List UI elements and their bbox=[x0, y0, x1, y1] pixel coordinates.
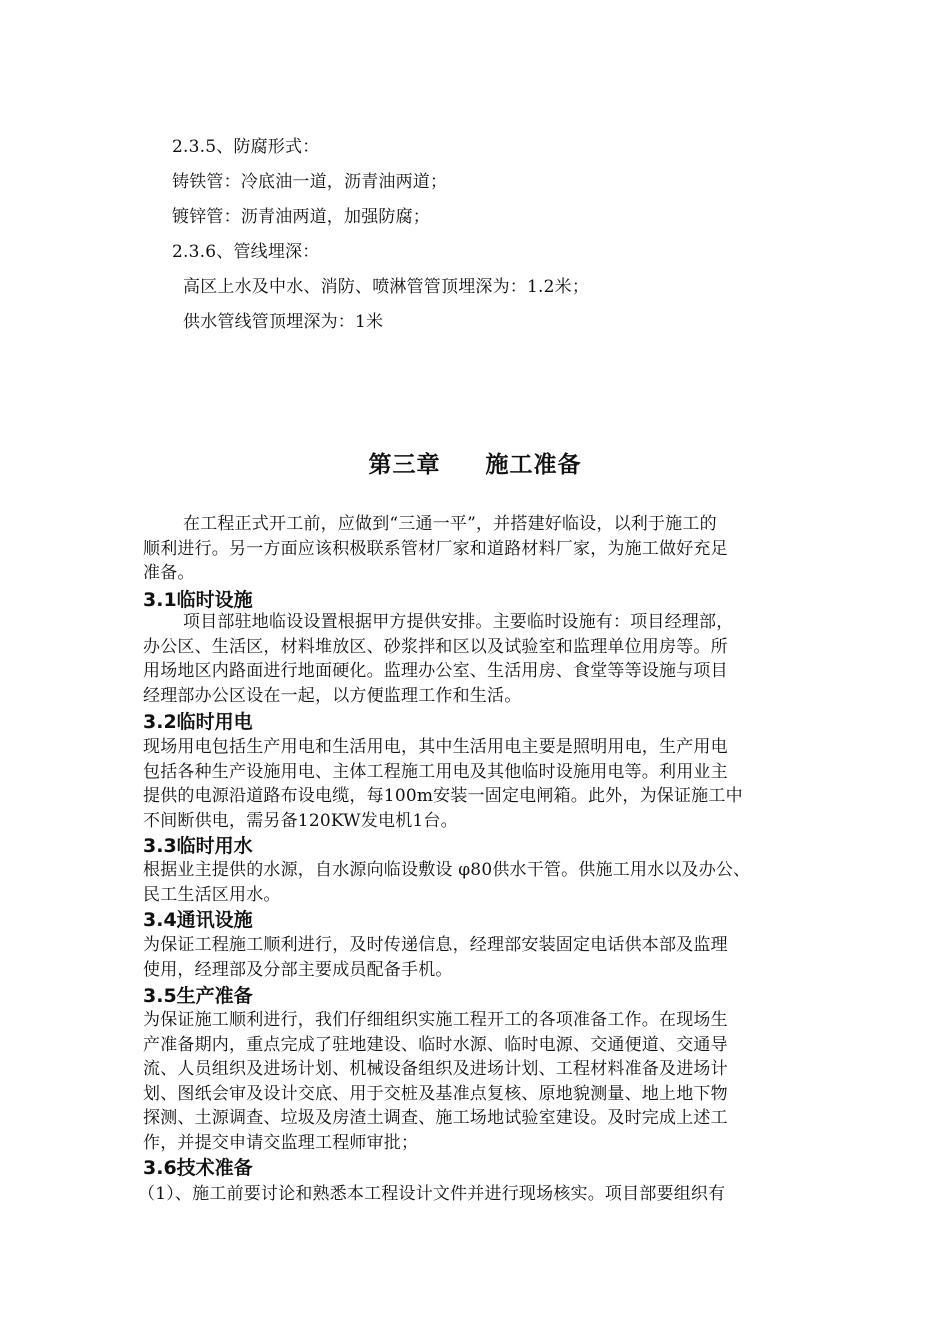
paragraph-line: 用场地区内路面进行地面硬化。监理办公室、生活用房、食堂等等设施与项目 bbox=[143, 661, 728, 682]
chapter-title: 第三章 施工准备 bbox=[368, 451, 582, 478]
paragraph-line: 划、图纸会审及设计交底、用于交桩及基准点复核、原地貌测量、地上地下物 bbox=[143, 1083, 728, 1104]
paragraph-line: 包括各种生产设施用电、主体工程施工用电及其他临时设施用电等。利用业主 bbox=[143, 761, 728, 782]
section-heading-technical-prep: 3.6技术准备 bbox=[143, 1157, 253, 1179]
paragraph-line: （1）、施工前要讨论和熟悉本工程设计文件并进行现场核实。项目部要组织有 bbox=[138, 1184, 726, 1204]
paragraph-line: 项目部驻地临设设置根据甲方提供安排。主要临时设施有：项目经理部， bbox=[183, 612, 734, 632]
paragraph-line: 为保证工程施工顺利进行，及时传递信息，经理部安装固定电话供本部及监理 bbox=[143, 935, 728, 955]
section-body-communication bbox=[143, 933, 823, 982]
section-heading-temporary-power: 3.2临时用电 bbox=[143, 711, 253, 733]
section-body-temporary-power bbox=[143, 735, 823, 833]
text-line-galvanized-pipe: 镀锌管：沥青油两道，加强防腐； bbox=[172, 207, 430, 227]
paragraph-line: 根据业主提供的水源，自水源向临设敷设 φ80供水干管。供施工用水以及办公、 bbox=[143, 860, 751, 880]
text-line-high-zone-depth: 高区上水及中水、消防、喷淋管管顶埋深为：1.2米； bbox=[183, 277, 590, 297]
text-line-cast-iron-pipe: 铸铁管：冷底油一道，沥青油两道； bbox=[172, 172, 448, 192]
paragraph-line: 为保证施工顺利进行，我们仔细组织实施工程开工的各项准备工作。在现场生 bbox=[143, 1010, 728, 1030]
paragraph-line: 探测、土源调查、垃圾及房渣土调查、施工场地试验室建设。及时完成上述工 bbox=[143, 1108, 728, 1129]
section-body-technical-prep bbox=[138, 1182, 818, 1207]
section-heading-communication: 3.4通讯设施 bbox=[143, 909, 253, 931]
section-heading-temporary-facilities: 3.1临时设施 bbox=[143, 589, 253, 611]
paragraph-line: 产准备期内，重点完成了驻地建设、临时水源、临时电源、交通便道、交通导 bbox=[143, 1034, 728, 1055]
paragraph-line: 流、人员组织及进场计划、机械设备组织及进场计划、工程材料准备及进场计 bbox=[143, 1059, 728, 1080]
section-body-temporary-facilities bbox=[143, 610, 823, 708]
paragraph-line: 准备。 bbox=[143, 563, 195, 584]
paragraph-line: 在工程正式开工前，应做到“三通一平”，并搭建好临设，以利于施工的 bbox=[183, 514, 717, 534]
section-body-production-prep bbox=[143, 1008, 823, 1156]
section-body-temporary-water bbox=[143, 858, 823, 907]
paragraph-line: 现场用电包括生产用电和生活用电，其中生活用电主要是照明用电，生产用电 bbox=[143, 737, 728, 757]
paragraph-line: 顺利进行。另一方面应该积极联系管材厂家和道路材料厂家，为施工做好充足 bbox=[143, 538, 728, 559]
intro-paragraph bbox=[143, 512, 823, 586]
paragraph-line: 办公区、生活区，材料堆放区、砂浆拌和区以及试验室和监理单位用房等。所 bbox=[143, 636, 728, 657]
paragraph-line: 使用，经理部及分部主要成员配备手机。 bbox=[143, 959, 453, 980]
text-line-burial-depth-heading: 2.3.6、管线埋深： bbox=[172, 242, 320, 262]
paragraph-line: 作，并提交申请交监理工程师审批； bbox=[143, 1132, 419, 1153]
paragraph-line: 提供的电源沿道路布设电缆，每100m安装一固定电闸箱。此外，为保证施工中 bbox=[143, 786, 743, 807]
paragraph-line: 民工生活区用水。 bbox=[143, 884, 281, 905]
paragraph-line: 不间断供电，需另备120KW发电机1台。 bbox=[143, 810, 458, 831]
section-heading-production-prep: 3.5生产准备 bbox=[143, 985, 253, 1007]
paragraph-line: 经理部办公区设在一起，以方便监理工作和生活。 bbox=[143, 685, 522, 706]
text-line-supply-pipe-depth: 供水管线管顶埋深为：1米 bbox=[183, 312, 384, 332]
text-line-anticorrosion-heading: 2.3.5、防腐形式： bbox=[172, 137, 320, 157]
section-heading-temporary-water: 3.3临时用水 bbox=[143, 835, 253, 857]
